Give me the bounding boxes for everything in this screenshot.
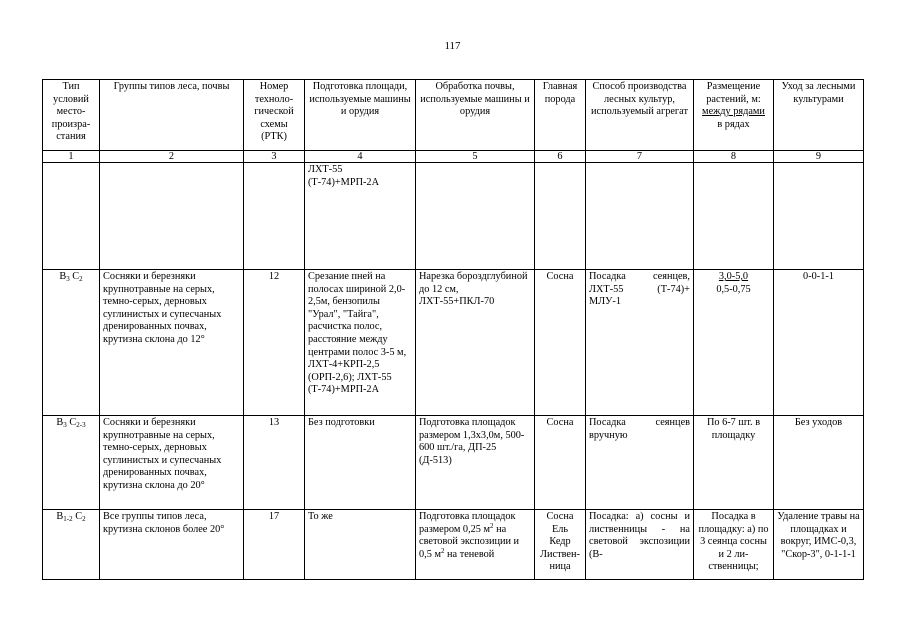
header-col-2: Группы типов леса, почвы [100, 80, 244, 151]
col-number: 7 [586, 151, 694, 163]
col-number: 9 [774, 151, 864, 163]
cell-prep: Без подготовки [305, 416, 416, 510]
cell-method: Посадка сеянцев вручную [586, 416, 694, 510]
col-number: 8 [694, 151, 774, 163]
cell-method [586, 163, 694, 270]
type-main: В [59, 271, 67, 282]
header-col-8-line2: растений, м: [706, 93, 761, 105]
cell-placement [694, 163, 774, 270]
cell-type [43, 270, 100, 416]
type-sub: 2 [79, 275, 83, 283]
type-second: С [69, 417, 77, 428]
soil-text-a: Подготовка площадок размером 0,25 м [419, 511, 516, 535]
cell-care: Без уходов [774, 416, 864, 510]
type-main: В [56, 417, 64, 428]
table-row [43, 510, 864, 580]
cell-species [535, 510, 586, 580]
type-second: С [72, 271, 80, 282]
cell-type [43, 510, 100, 580]
cell-placement: Посадка в площадку: а) по 3 сеянца сосны и 2 ли-ственницы; [694, 510, 774, 580]
type-sub: 1-2 [63, 515, 73, 523]
species-line: Листвен- [540, 548, 580, 560]
table-row [43, 270, 864, 416]
cell-rtk: 17 [244, 510, 305, 580]
cell-rtk [244, 163, 305, 270]
cell-type [43, 416, 100, 510]
column-number-row [43, 151, 864, 163]
cell-groups: Сосняки и березняки крупнотравные на серых, темно-серых, дерновых суглинистых и супесчаных дренированных почвах, крутизна склона до 12° [100, 270, 244, 416]
page-number: 117 [444, 40, 461, 52]
species-line: Кедр [549, 536, 571, 548]
species-line: ница [549, 561, 571, 573]
col-number: 4 [305, 151, 416, 163]
cell-groups: Сосняки и березняки крупнотравные на серых, темно-серых, дерновых суглинистых и супесчаных дренированных почвах, крутизна склона до 20° [100, 416, 244, 510]
soil-sup: 2 [440, 546, 445, 555]
col-number: 1 [43, 151, 100, 163]
cell-care: 0-0-1-1 [774, 270, 864, 416]
cell-soil [416, 163, 535, 270]
cell-soil: Нарезка бороздглубиной до 12 см, ЛХТ-55+ПКЛ-70 [416, 270, 535, 416]
type-sub: 3 [66, 275, 70, 283]
col-number: 2 [100, 151, 244, 163]
cell-species: Сосна [535, 416, 586, 510]
placement-between-rows: 3,0-5,0 [718, 271, 749, 282]
col-number: 5 [416, 151, 535, 163]
cell-prep: ЛХТ-55 (Т-74)+МРП-2А [305, 163, 416, 270]
table-row [43, 416, 864, 510]
header-col-4: Подготовка площади, используемые машины и орудия [305, 80, 416, 151]
cell-species [535, 163, 586, 270]
soil-sup: 2 [490, 521, 494, 530]
table-row [43, 163, 864, 270]
cell-soil [416, 510, 535, 580]
soil-text-c: на теневой [444, 548, 495, 560]
col-number: 3 [244, 151, 305, 163]
col-number: 6 [535, 151, 586, 163]
header-col-8 [694, 80, 774, 151]
header-row [43, 80, 864, 151]
cell-prep: То же [305, 510, 416, 580]
type-main: В [56, 511, 64, 522]
type-sub: 3 [63, 421, 67, 429]
cell-placement: По 6-7 шт. в площадку [694, 416, 774, 510]
forest-culture-table [42, 79, 864, 580]
header-col-9: Уход за лесными культурами [774, 80, 864, 151]
cell-placement [694, 270, 774, 416]
header-col-5: Обработка почвы, используемые машины и орудия [416, 80, 535, 151]
species-line: Ель [551, 523, 569, 535]
header-col-8-line1: Размещение [706, 81, 761, 92]
cell-soil: Подготовка площадок размером 1,3х3,0м, 500-600 шт./га, ДП-25 (Д-513) [416, 416, 535, 510]
cell-groups [100, 163, 244, 270]
type-second: С [75, 511, 83, 522]
cell-groups: Все группы типов леса, крутизна склонов более 20° [100, 510, 244, 580]
cell-care: Удаление травы на площадках и вокруг, ИМС-0,3, "Скор-3", 0-1-1-1 [774, 510, 864, 580]
type-sub: 2 [82, 515, 86, 523]
cell-rtk: 12 [244, 270, 305, 416]
cell-care [774, 163, 864, 270]
header-col-8-line3: между рядами [702, 106, 765, 118]
header-col-7: Способ производства лесных культур, используемый агрегат [586, 80, 694, 151]
header-col-6: Главная порода [535, 80, 586, 151]
soil-text-b: на световой экспозиции и 0,5 м [419, 523, 520, 560]
header-col-8-line4: в рядах [717, 118, 750, 130]
cell-prep: Срезание пней на полосах шириной 2,0-2,5м, бензопилы "Урал", "Тайга", расчистка полос, расстояние между центрами полос 3-5 м, ЛХТ-4+КРП-2,5 (ОРП-2,6); ЛХТ-55 (Т-74)+МРП-2А [305, 270, 416, 416]
placement-in-rows: 0,5-0,75 [716, 283, 751, 295]
cell-method: Посадка сеянцев, ЛХТ-55 (Т-74)+ МЛУ-1 [586, 270, 694, 416]
header-col-3: Номер техноло-гической схемы (РТК) [244, 80, 305, 151]
species-line: Сосна [546, 511, 574, 522]
type-sub: 2-3 [76, 421, 86, 429]
cell-species: Сосна [535, 270, 586, 416]
cell-rtk: 13 [244, 416, 305, 510]
cell-method: Посадка: а) сосны и лиственницы - на световой экспозиции (В- [586, 510, 694, 580]
cell-type [43, 163, 100, 270]
header-col-1: Тип условий место-произра-стания [43, 80, 100, 151]
